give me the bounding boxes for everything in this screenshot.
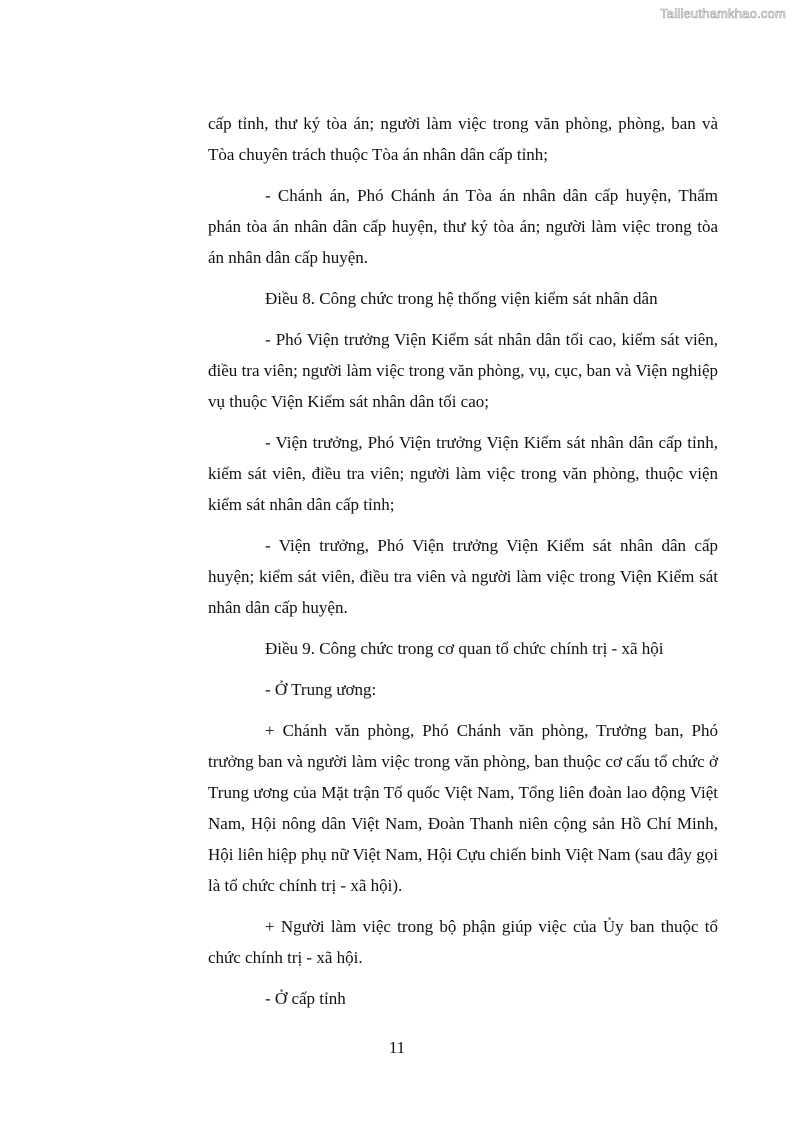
document-body: [208, 108, 718, 1024]
paragraph-court-province-cont: cấp tỉnh, thư ký tòa án; người làm việc trong văn phòng, phòng, ban và Tòa chuyên trách thuộc Tòa án nhân dân cấp tỉnh;: [208, 114, 718, 164]
article-9-heading: Điều 9. Công chức trong cơ quan tổ chức chính trị - xã hội: [265, 639, 664, 658]
paragraph-central-committee-staff: + Người làm việc trong bộ phận giúp việc của Ủy ban thuộc tổ chức chính trị - xã hội.: [208, 917, 718, 967]
paragraph-central-level: - Ở Trung ương:: [265, 680, 377, 699]
article-8-heading: Điều 8. Công chức trong hệ thống viện kiểm sát nhân dân: [265, 289, 658, 308]
paragraph-province-level: - Ở cấp tỉnh: [265, 989, 346, 1008]
paragraph-procuracy-district: - Viện trưởng, Phó Viện trưởng Viện Kiểm sát nhân dân cấp huyện; kiểm sát viên, điều tra viên và người làm việc trong Viện Kiểm sát nhân dân cấp huyện.: [208, 536, 718, 617]
paragraph-court-district: - Chánh án, Phó Chánh án Tòa án nhân dân cấp huyện, Thẩm phán tòa án nhân dân cấp huyện, thư ký tòa án; người làm việc trong tòa án nhân dân cấp huyện.: [208, 186, 718, 267]
paragraph-procuracy-supreme: - Phó Viện trưởng Viện Kiểm sát nhân dân tối cao, kiểm sát viên, điều tra viên; người làm việc trong văn phòng, vụ, cục, ban và Viện nghiệp vụ thuộc Viện Kiểm sát nhân dân tối cao;: [208, 330, 718, 411]
page-number: 11: [388, 1038, 406, 1057]
watermark-text: Tailieuthamkhao.com: [660, 6, 786, 21]
paragraph-central-offices: + Chánh văn phòng, Phó Chánh văn phòng, Trưởng ban, Phó trưởng ban và người làm việc trong văn phòng, ban thuộc cơ cấu tổ chức ở Trung ương của Mặt trận Tổ quốc Việt Nam, Tổng liên đoàn lao động Việt Nam, Hội nông dân Việt Nam, Đoàn Thanh niên cộng sản Hồ Chí Minh, Hội liên hiệp phụ nữ Việt Nam, Hội Cựu chiến binh Việt Nam (sau đây gọi là tổ chức chính trị - xã hội).: [208, 721, 718, 895]
paragraph-procuracy-province: - Viện trưởng, Phó Viện trưởng Viện Kiểm sát nhân dân cấp tỉnh, kiểm sát viên, điều tra viên; người làm việc trong văn phòng, thuộc viện kiểm sát nhân dân cấp tỉnh;: [208, 433, 718, 514]
